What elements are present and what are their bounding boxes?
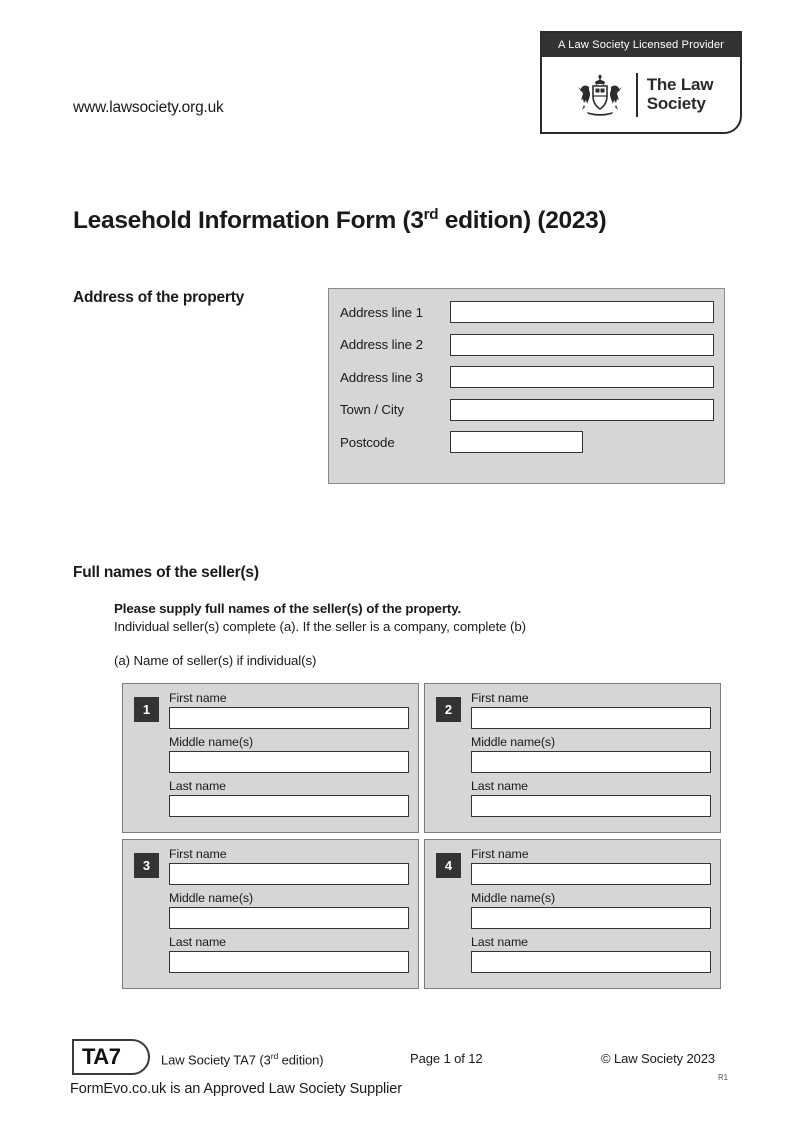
last-name-label: Last name bbox=[169, 935, 226, 949]
town-city-input[interactable] bbox=[450, 399, 714, 421]
logo-divider bbox=[636, 73, 638, 117]
seller-field bbox=[471, 935, 710, 973]
logo-body bbox=[542, 57, 740, 132]
first-name-label: First name bbox=[471, 691, 529, 705]
seller-3-last-name-input[interactable] bbox=[169, 951, 409, 973]
seller-field bbox=[169, 735, 408, 773]
address-line-1-input[interactable] bbox=[450, 301, 714, 323]
seller-4-last-name-input[interactable] bbox=[471, 951, 711, 973]
address-line-3-label: Address line 3 bbox=[340, 369, 423, 385]
seller-field bbox=[169, 779, 408, 817]
footer-edition-text bbox=[161, 1051, 324, 1067]
page-title-ordinal: rd bbox=[423, 206, 439, 223]
copyright-notice: © Law Society 2023 bbox=[601, 1051, 716, 1066]
address-row bbox=[340, 301, 714, 323]
last-name-label: Last name bbox=[471, 935, 528, 949]
page-title bbox=[73, 206, 606, 235]
seller-field bbox=[169, 891, 408, 929]
seller-panel-4 bbox=[424, 839, 721, 989]
town-city-label: Town / City bbox=[340, 402, 404, 417]
supplier-note: FormEvo.co.uk is an Approved Law Society Supplier bbox=[70, 1081, 402, 1097]
last-name-label: Last name bbox=[471, 779, 528, 793]
first-name-label: First name bbox=[169, 847, 227, 861]
postcode-input[interactable] bbox=[450, 431, 583, 453]
footer-edition-suffix: edition) bbox=[278, 1052, 324, 1068]
seller-panel-3 bbox=[122, 839, 419, 989]
seller-number-badge: 3 bbox=[134, 853, 159, 878]
address-row bbox=[340, 399, 714, 421]
middle-names-label: Middle name(s) bbox=[169, 735, 253, 749]
address-line-1-label: Address line 1 bbox=[340, 304, 423, 320]
address-row bbox=[340, 366, 714, 388]
logo-wordmark-line1: The Law bbox=[646, 75, 714, 95]
seller-1-first-name-input[interactable] bbox=[169, 707, 409, 729]
postcode-label: Postcode bbox=[340, 434, 395, 450]
seller-number-badge: 4 bbox=[436, 853, 461, 878]
seller-fields bbox=[169, 847, 408, 973]
seller-3-first-name-input[interactable] bbox=[169, 863, 409, 885]
seller-4-middle-names-input[interactable] bbox=[471, 907, 711, 929]
footer-edition-ordinal: rd bbox=[270, 1051, 279, 1061]
seller-4-first-name-input[interactable] bbox=[471, 863, 711, 885]
seller-fields bbox=[471, 847, 710, 973]
seller-field bbox=[169, 935, 408, 973]
licensed-provider-banner: A Law Society Licensed Provider bbox=[542, 33, 740, 57]
middle-names-label: Middle name(s) bbox=[471, 735, 555, 749]
last-name-label: Last name bbox=[169, 779, 226, 793]
seller-panel-1 bbox=[122, 683, 419, 833]
address-line-2-label: Address line 2 bbox=[340, 337, 423, 352]
page-title-suffix: edition) (2023) bbox=[438, 207, 607, 235]
address-line-3-input[interactable] bbox=[450, 366, 714, 388]
seller-2-middle-names-input[interactable] bbox=[471, 751, 711, 773]
middle-names-label: Middle name(s) bbox=[169, 891, 253, 905]
page-number-indicator: Page 1 of 12 bbox=[410, 1051, 483, 1066]
seller-number-badge: 2 bbox=[436, 697, 461, 722]
law-society-website-url: www.lawsociety.org.uk bbox=[73, 99, 224, 116]
address-section-heading: Address of the property bbox=[73, 289, 245, 306]
seller-panels-grid bbox=[122, 683, 726, 989]
seller-1-last-name-input[interactable] bbox=[169, 795, 409, 817]
seller-number-badge: 1 bbox=[134, 697, 159, 722]
middle-names-label: Middle name(s) bbox=[471, 891, 555, 905]
seller-field bbox=[471, 847, 710, 885]
law-society-crest-icon bbox=[573, 70, 627, 120]
first-name-label: First name bbox=[169, 691, 227, 705]
seller-2-last-name-input[interactable] bbox=[471, 795, 711, 817]
footer-edition-prefix: Law Society TA7 (3 bbox=[161, 1052, 271, 1068]
address-panel bbox=[328, 288, 725, 484]
first-name-label: First name bbox=[471, 847, 529, 861]
seller-2-first-name-input[interactable] bbox=[471, 707, 711, 729]
seller-field bbox=[169, 691, 408, 729]
seller-field bbox=[169, 847, 408, 885]
logo-wordmark-line2: Society bbox=[646, 93, 706, 113]
seller-field bbox=[471, 891, 710, 929]
revision-marker: R1 bbox=[718, 1073, 729, 1082]
sellers-instruction-plain: Individual seller(s) complete (a). If the seller is a company, complete (b) bbox=[114, 619, 527, 634]
sellers-section-heading: Full names of the seller(s) bbox=[73, 564, 259, 581]
seller-field bbox=[471, 691, 710, 729]
seller-panel-2 bbox=[424, 683, 721, 833]
address-row bbox=[340, 431, 714, 453]
seller-fields bbox=[169, 691, 408, 817]
law-society-logo bbox=[540, 31, 742, 134]
seller-field bbox=[471, 779, 710, 817]
page-title-main: Leasehold Information Form (3 bbox=[73, 207, 424, 235]
seller-1-middle-names-input[interactable] bbox=[169, 751, 409, 773]
form-code-badge: TA7 bbox=[72, 1039, 150, 1075]
seller-field bbox=[471, 735, 710, 773]
seller-fields bbox=[471, 691, 710, 817]
address-row bbox=[340, 334, 714, 356]
address-line-2-input[interactable] bbox=[450, 334, 714, 356]
sellers-instruction-bold: Please supply full names of the seller(s) of the property. bbox=[114, 601, 462, 616]
logo-wordmark bbox=[647, 76, 714, 112]
sellers-subsection-label: (a) Name of seller(s) if individual(s) bbox=[114, 653, 317, 668]
seller-3-middle-names-input[interactable] bbox=[169, 907, 409, 929]
